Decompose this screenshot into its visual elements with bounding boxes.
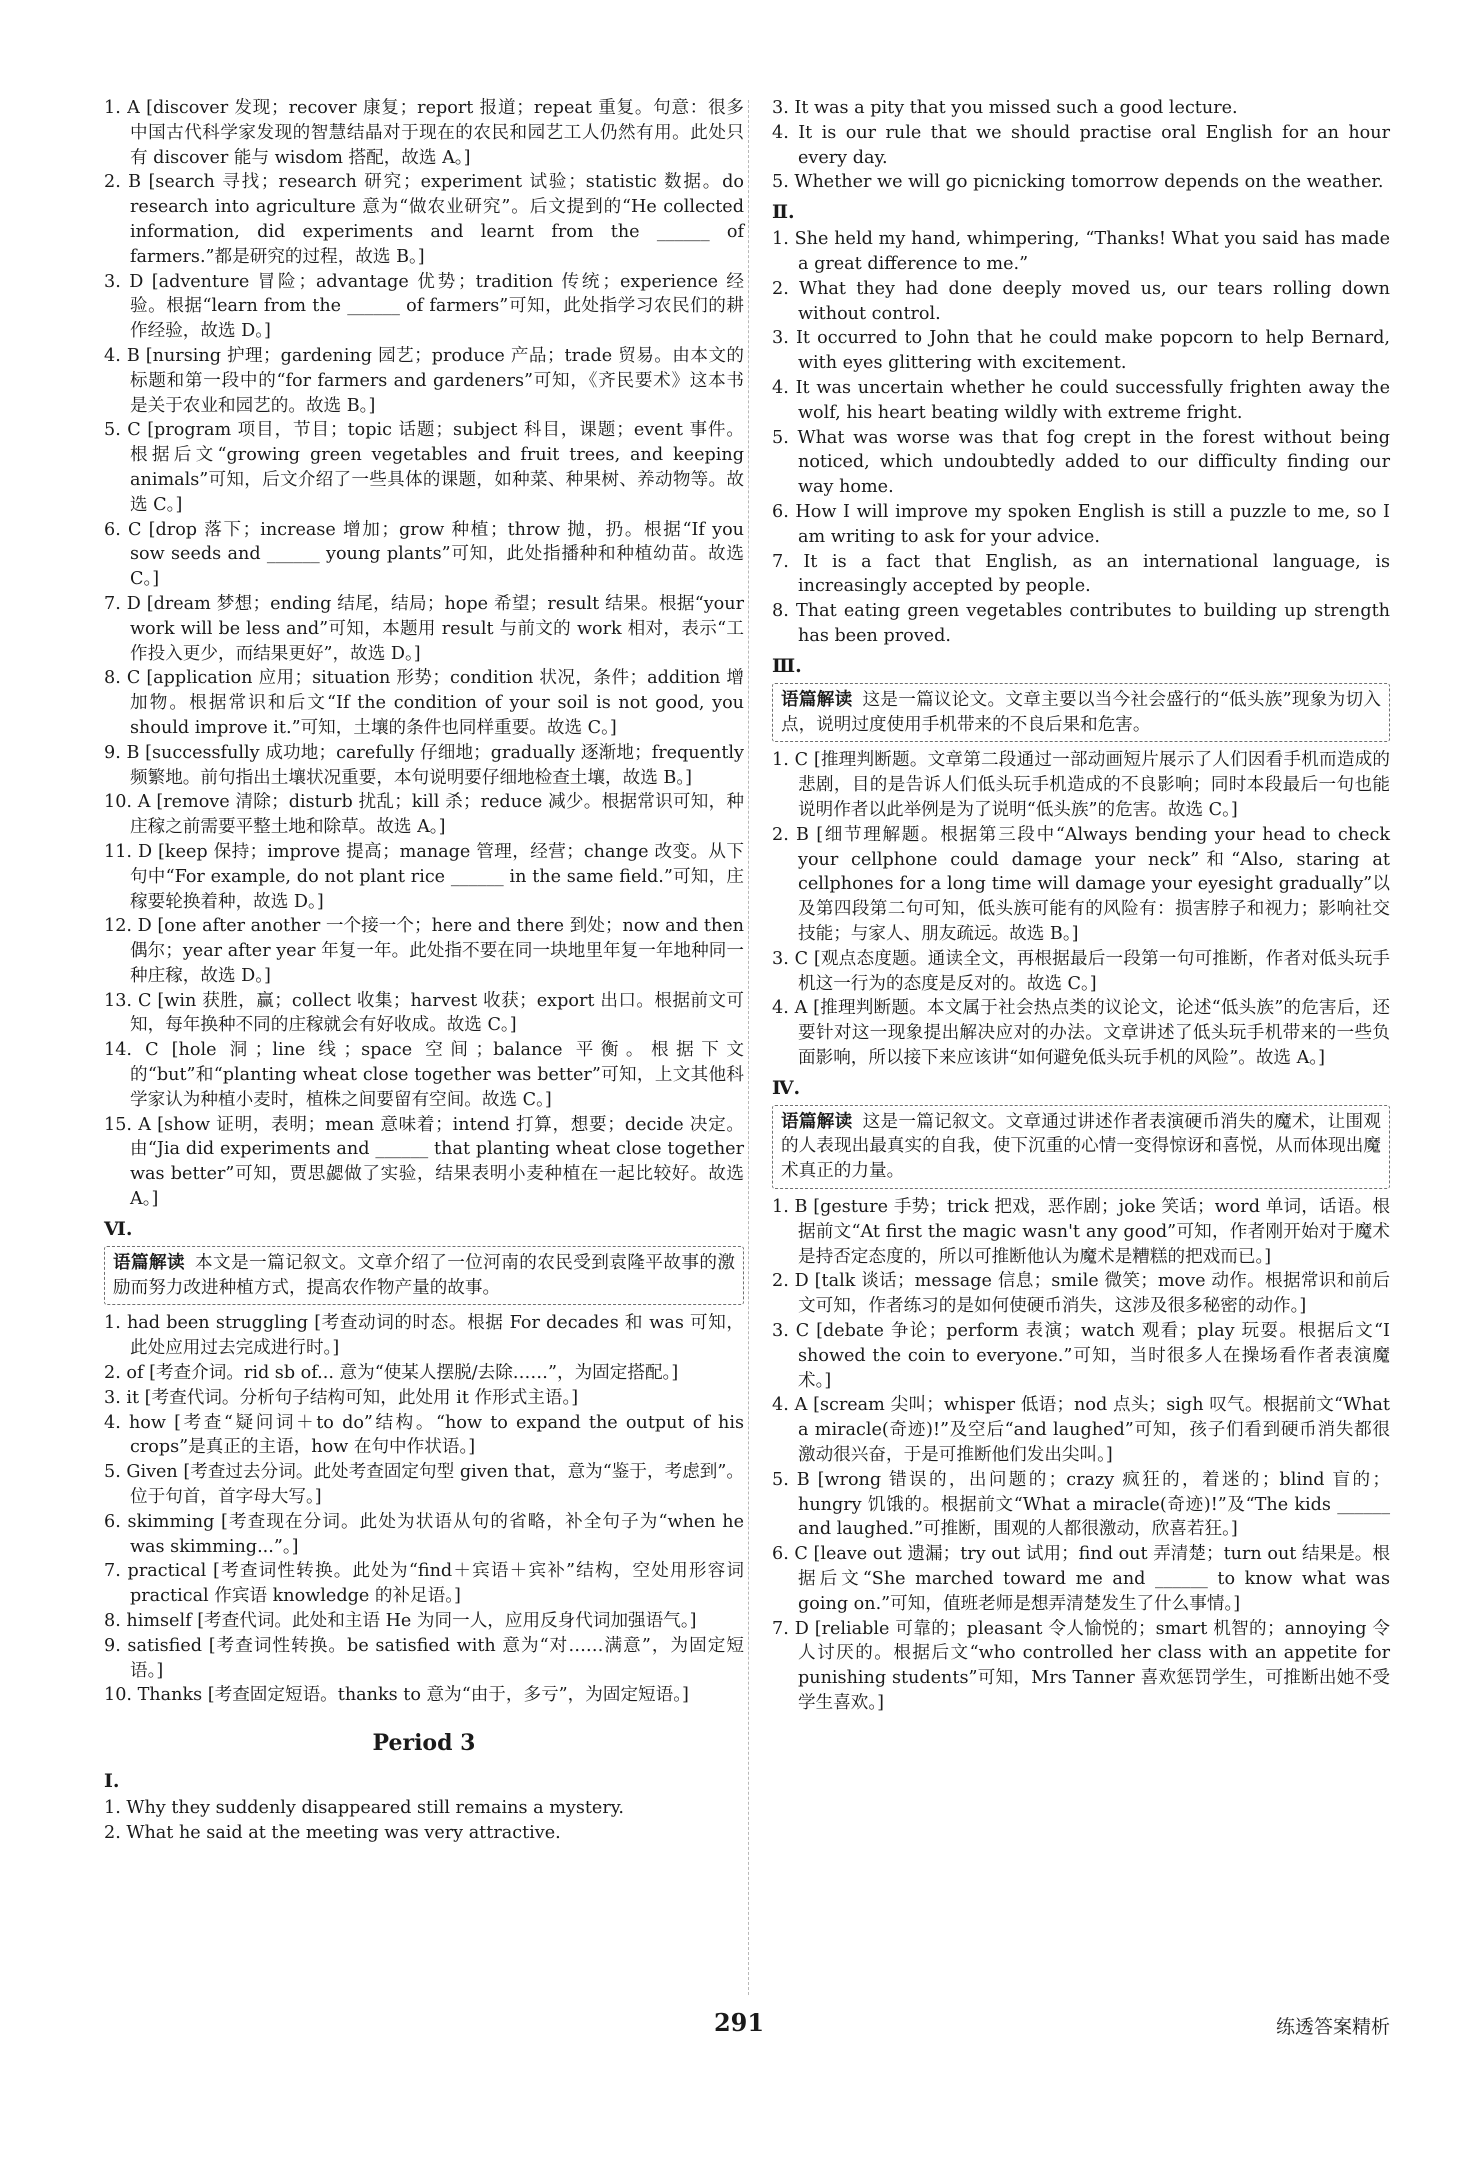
answer-item: 2. What they had done deeply moved us, our tears rolling down without control. — [772, 278, 1390, 324]
answer-item: 1. She held my hand, whimpering, “Thanks! What you said has made a great difference to me.” — [772, 229, 1390, 274]
column-divider — [748, 100, 750, 1995]
answer-item: 5. Whether we will go picnicking tomorrow depends on the weather. — [772, 172, 1384, 193]
analysis-text: 本文是一篇记叙文。文章介绍了一位河南的农民受到袁隆平故事的激励而努力改进种植方式，提高农作物产量的故事。 — [113, 1252, 735, 1298]
sentence-answers-continued — [772, 96, 1390, 195]
answer-item: 11. D [keep 保持；improve 提高；manage 管理，经营；change 改变。从下句中“For example, do not plant rice ______ in the same field.”可知，庄稼要轮换着种，故选 D。] — [104, 841, 744, 912]
cloze-answers — [104, 96, 744, 1212]
answer-item: 7. practical [考查词性转换。此处为“find＋宾语＋宾补”结构，空处用形容词 practical 作宾语 knowledge 的补足语。] — [104, 1561, 744, 1607]
answer-item: 1. had been struggling [考查动词的时态。根据 For decades 和 was 可知，此处应用过去完成进行时。] — [104, 1313, 744, 1359]
analysis-text: 这是一篇议论文。文章主要以当今社会盛行的“低头族”现象为切入点，说明过度使用手机带来的不良后果和危害。 — [781, 689, 1381, 735]
answer-item: 6. skimming [考查现在分词。此处为状语从句的省略，补全句子为“when he was skimming...”。] — [104, 1511, 744, 1557]
answer-item: 3. C [debate 争论；perform 表演；watch 观看；play 玩耍。根据后文“I showed the coin to everyone.”可知，当时很多人在操场看作者表演魔术。] — [772, 1321, 1390, 1391]
answer-item: 10. A [remove 清除；disturb 扰乱；kill 杀；reduce 减少。根据常识可知，种庄稼之前需要平整土地和除草。故选 A。] — [104, 792, 744, 838]
answer-item: 10. Thanks [考查固定短语。thanks to 意为“由于，多亏”，为固定短语。] — [104, 1685, 689, 1706]
analysis-tag: 语篇解读 — [781, 689, 853, 710]
answer-item: 3. It was a pity that you missed such a good lecture. — [772, 98, 1238, 118]
answer-item: 5. B [wrong 错误的，出问题的；crazy 疯狂的，着迷的；blind 盲的；hungry 饥饿的。根据前文“What a miracle(奇迹)!”及“The kids ______ and laughed.”可推断，围观的人都很激动，欣喜若狂。] — [772, 1469, 1390, 1540]
answer-item: 4. A [scream 尖叫；whisper 低语；nod 点头；sigh 叹气。根据前文“What a miracle(奇迹)!”及空后“and laughed”可知，孩子们看到硬币消失都很激动很兴奋，于是可推断他们发出尖叫。] — [772, 1395, 1390, 1466]
answer-item: 3. D [adventure 冒险；advantage 优势；tradition 传统；experience 经验。根据“learn from the ______ of farmers”可知，此处指学习农民们的耕作经验，故选 D。] — [104, 271, 744, 342]
analysis-tag: 语篇解读 — [113, 1252, 186, 1273]
section-i-heading: Ⅰ. — [104, 1770, 120, 1793]
passage-analysis-box-iii — [772, 683, 1390, 743]
answer-item: 2. B [search 寻找；research 研究；experiment 试验；statistic 数据。do research into agriculture 意为“做农业研究”。后文提到的“He collected information, did experiments and learnt from the ______ of farmers.”都是研究的过程，故选 B。] — [104, 172, 744, 267]
book-label: 练透答案精析 — [1276, 2016, 1391, 2038]
answer-item: 4. It was uncertain whether he could successfully frighten away the wolf, his heart beating wildly with extreme fright. — [772, 377, 1390, 423]
answer-item: 8. C [application 应用；situation 形势；condition 状况，条件；addition 增加物。根据常识和后文“If the condition of your soil is not good, you should improve it.”可知，土壤的条件也同样重要。故选 C。] — [104, 668, 744, 738]
answer-item: 12. D [one after another 一个接一个；here and there 到处；now and then 偶尔；year after year 年复一年。此处指不要在同一块地里年复一年地种同一种庄稼，故选 D。] — [104, 916, 744, 986]
grammar-fill-answers — [104, 1311, 744, 1708]
answer-item: 2. of [考查介词。rid sb of... 意为“使某人摆脱/去除……”，为固定搭配。] — [104, 1363, 679, 1384]
answer-item: 1. B [gesture 手势；trick 把戏，恶作剧；joke 笑话；word 单词，话语。根据前文“At first the magic wasn't any good”可知，作者刚开始对于魔术是持否定态度的，所以可推断他认为魔术是糟糕的把戏而已。] — [772, 1197, 1390, 1267]
answer-item: 8. himself [考查代词。此处和主语 He 为同一人，应用反身代词加强语气。] — [104, 1611, 697, 1632]
answer-item: 2. What he said at the meeting was very attractive. — [104, 1823, 561, 1843]
reading-answers — [772, 748, 1390, 1070]
passage-analysis-box-vi — [104, 1246, 744, 1306]
answer-item: 3. It occurred to John that he could make popcorn to help Bernard, with eyes glittering with excitement. — [772, 328, 1390, 374]
analysis-text: 这是一篇记叙文。文章通过讲述作者表演硬币消失的魔术，让围观的人表现出最真实的自我，使下沉重的心情一变得惊讶和喜悦，从而体现出魔术真正的力量。 — [781, 1111, 1381, 1182]
page-number: 291 — [713, 2008, 765, 2037]
answer-item: 5. What was worse was that fog crept in the forest without being noticed, which undoubtedly added to our difficulty finding our way home. — [772, 427, 1390, 498]
answer-item: 13. C [win 获胜，赢；collect 收集；harvest 收获；export 出口。根据前文可知，每年换种不同的庄稼就会有好收成。故选 C。] — [104, 990, 744, 1036]
answer-item: 14. C [hole 洞；line 线；space 空间；balance 平衡。根据下文的“but”和“planting wheat close together was better”可知，上文其他科学家认为种植小麦时，植株之间要留有空间。故选 C。] — [104, 1040, 744, 1110]
period-title: Period 3 — [372, 1730, 476, 1757]
answer-item: 2. B [细节理解题。根据第三段中“Always bending your head to check your cellphone could damage your neck”和“Also, staring at cellphones for a long time will damage your eyesight gradually”以及第四段第二句可知，低头族可能有的风险有：损害脖子和视力；影响社交技能；与家人、朋友疏远。故选 B。] — [772, 824, 1390, 944]
answer-item: 6. How I will improve my spoken English is still a puzzle to me, so I am writing to ask for your advice. — [772, 501, 1390, 547]
cloze-answers-iv — [772, 1195, 1390, 1716]
answer-item: 6. C [leave out 遗漏；try out 试用；find out 弄清楚；turn out 结果是。根据后文“She marched toward me and ______ to know what was going on.”可知，值班老师是想弄清楚发生了什么事情。] — [772, 1544, 1390, 1614]
left-column — [104, 96, 744, 1846]
answer-item: 1. C [推理判断题。文章第二段通过一部动画短片展示了人们因看手机而造成的悲剧，目的是告诉人们低头玩手机造成的不良影响；同时本段最后一句也能说明作者以此举例是为了说明“低头族”的危害。故选 C。] — [772, 750, 1390, 820]
answer-item: 7. D [dream 梦想；ending 结尾，结局；hope 希望；result 结果。根据“your work will be less and”可知，本题用 result 与前文的 work 相对，表示“工作投入更少，而结果更好”，故选 D。] — [104, 593, 744, 664]
answer-item: 1. A [discover 发现；recover 康复；report 报道；repeat 重复。句意：很多中国古代科学家发现的智慧结晶对于现在的农民和园艺工人仍然有用。此处只有 discover 能与 wisdom 搭配，故选 A。] — [104, 98, 744, 168]
passage-analysis-box-iv — [772, 1105, 1390, 1189]
answer-item: 8. That eating green vegetables contributes to building up strength has been proved. — [772, 601, 1390, 646]
section-iv-heading: Ⅳ. — [772, 1076, 801, 1099]
answer-item: 7. It is a fact that English, as an international language, is increasingly accepted by people. — [772, 551, 1390, 597]
answer-item: 4. A [推理判断题。本文属于社会热点类的议论文，论述“低头族”的危害后，还要针对这一现象提出解决应对的办法。文章讲述了低头玩手机带来的一些负面影响，所以接下来应该讲“如何避免低头玩手机的风险”。故选 A。] — [772, 998, 1390, 1068]
answer-item: 4. It is our rule that we should practise oral English for an hour every day. — [772, 122, 1390, 168]
answer-item: 6. C [drop 落下；increase 增加；grow 种植；throw 抛，扔。根据“If you sow seeds and ______ young plants”可知，此处指播种和种植幼苗。故选 C。] — [104, 519, 744, 590]
answer-item: 9. B [successfully 成功地；carefully 仔细地；gradually 逐渐地；frequently 频繁地。前句指出土壤状况重要，本句说明要仔细地检查土壤，故选 B。] — [104, 742, 744, 788]
right-column — [772, 96, 1390, 1716]
answer-item: 2. D [talk 谈话；message 信息；smile 微笑；move 动作。根据常识和前后文可知，作者练习的是如何使硬币消失，这涉及很多秘密的动作。] — [772, 1271, 1390, 1317]
answer-item: 1. Why they suddenly disappeared still remains a mystery. — [104, 1798, 624, 1819]
answer-item: 15. A [show 证明，表明；mean 意味着；intend 打算，想要；decide 决定。由“Jia did experiments and ______ that planting wheat close together was better”可知，贾思勰做了实验，结果表明小麦种植在一起比较好。故选 A。] — [104, 1114, 744, 1210]
section-iii-heading: Ⅲ. — [772, 654, 802, 677]
answer-item: 7. D [reliable 可靠的；pleasant 令人愉悦的；smart 机智的；annoying 令人讨厌的。根据后文“who controlled her class with an appetite for punishing students”可知，Mrs Tanner 喜欢惩罚学生，可推断出她不受学生喜欢。] — [772, 1618, 1390, 1714]
answer-item: 5. Given [考查过去分词。此处考查固定句型 given that，意为“鉴于，考虑到”。位于句首，首字母大写。] — [104, 1462, 744, 1508]
sentence-answers — [104, 1796, 744, 1846]
answer-item: 4. how [考查“疑问词＋to do”结构。“how to expand the output of his crops”是真正的主语，how 在句中作状语。] — [104, 1412, 744, 1458]
sentence-rewrite-answers — [772, 227, 1390, 649]
answer-item: 3. it [考查代词。分析句子结构可知，此处用 it 作形式主语。] — [104, 1387, 579, 1408]
answer-item: 5. C [program 项目，节目；topic 话题；subject 科目，课题；event 事件。根据后文“growing green vegetables and fruit trees, and keeping animals”可知，后文介绍了一些具体的课题，如种菜、种果树、养动物等。故选 C。] — [104, 420, 744, 515]
answer-item: 9. satisfied [考查词性转换。be satisfied with 意为“对……满意”，为固定短语。] — [104, 1635, 744, 1681]
analysis-tag: 语篇解读 — [781, 1111, 853, 1132]
answer-item: 4. B [nursing 护理；gardening 园艺；produce 产品；trade 贸易。由本文的标题和第一段中的“for farmers and gardeners”可知，《齐民要术》这本书是关于农业和园艺的。故选 B。] — [104, 345, 744, 416]
answer-item: 3. C [观点态度题。通读全文，再根据最后一段第一句可推断，作者对低头玩手机这一行为的态度是反对的。故选 C。] — [772, 948, 1390, 994]
section-vi-heading: Ⅵ. — [104, 1217, 133, 1240]
section-ii-heading: Ⅱ. — [772, 201, 795, 224]
